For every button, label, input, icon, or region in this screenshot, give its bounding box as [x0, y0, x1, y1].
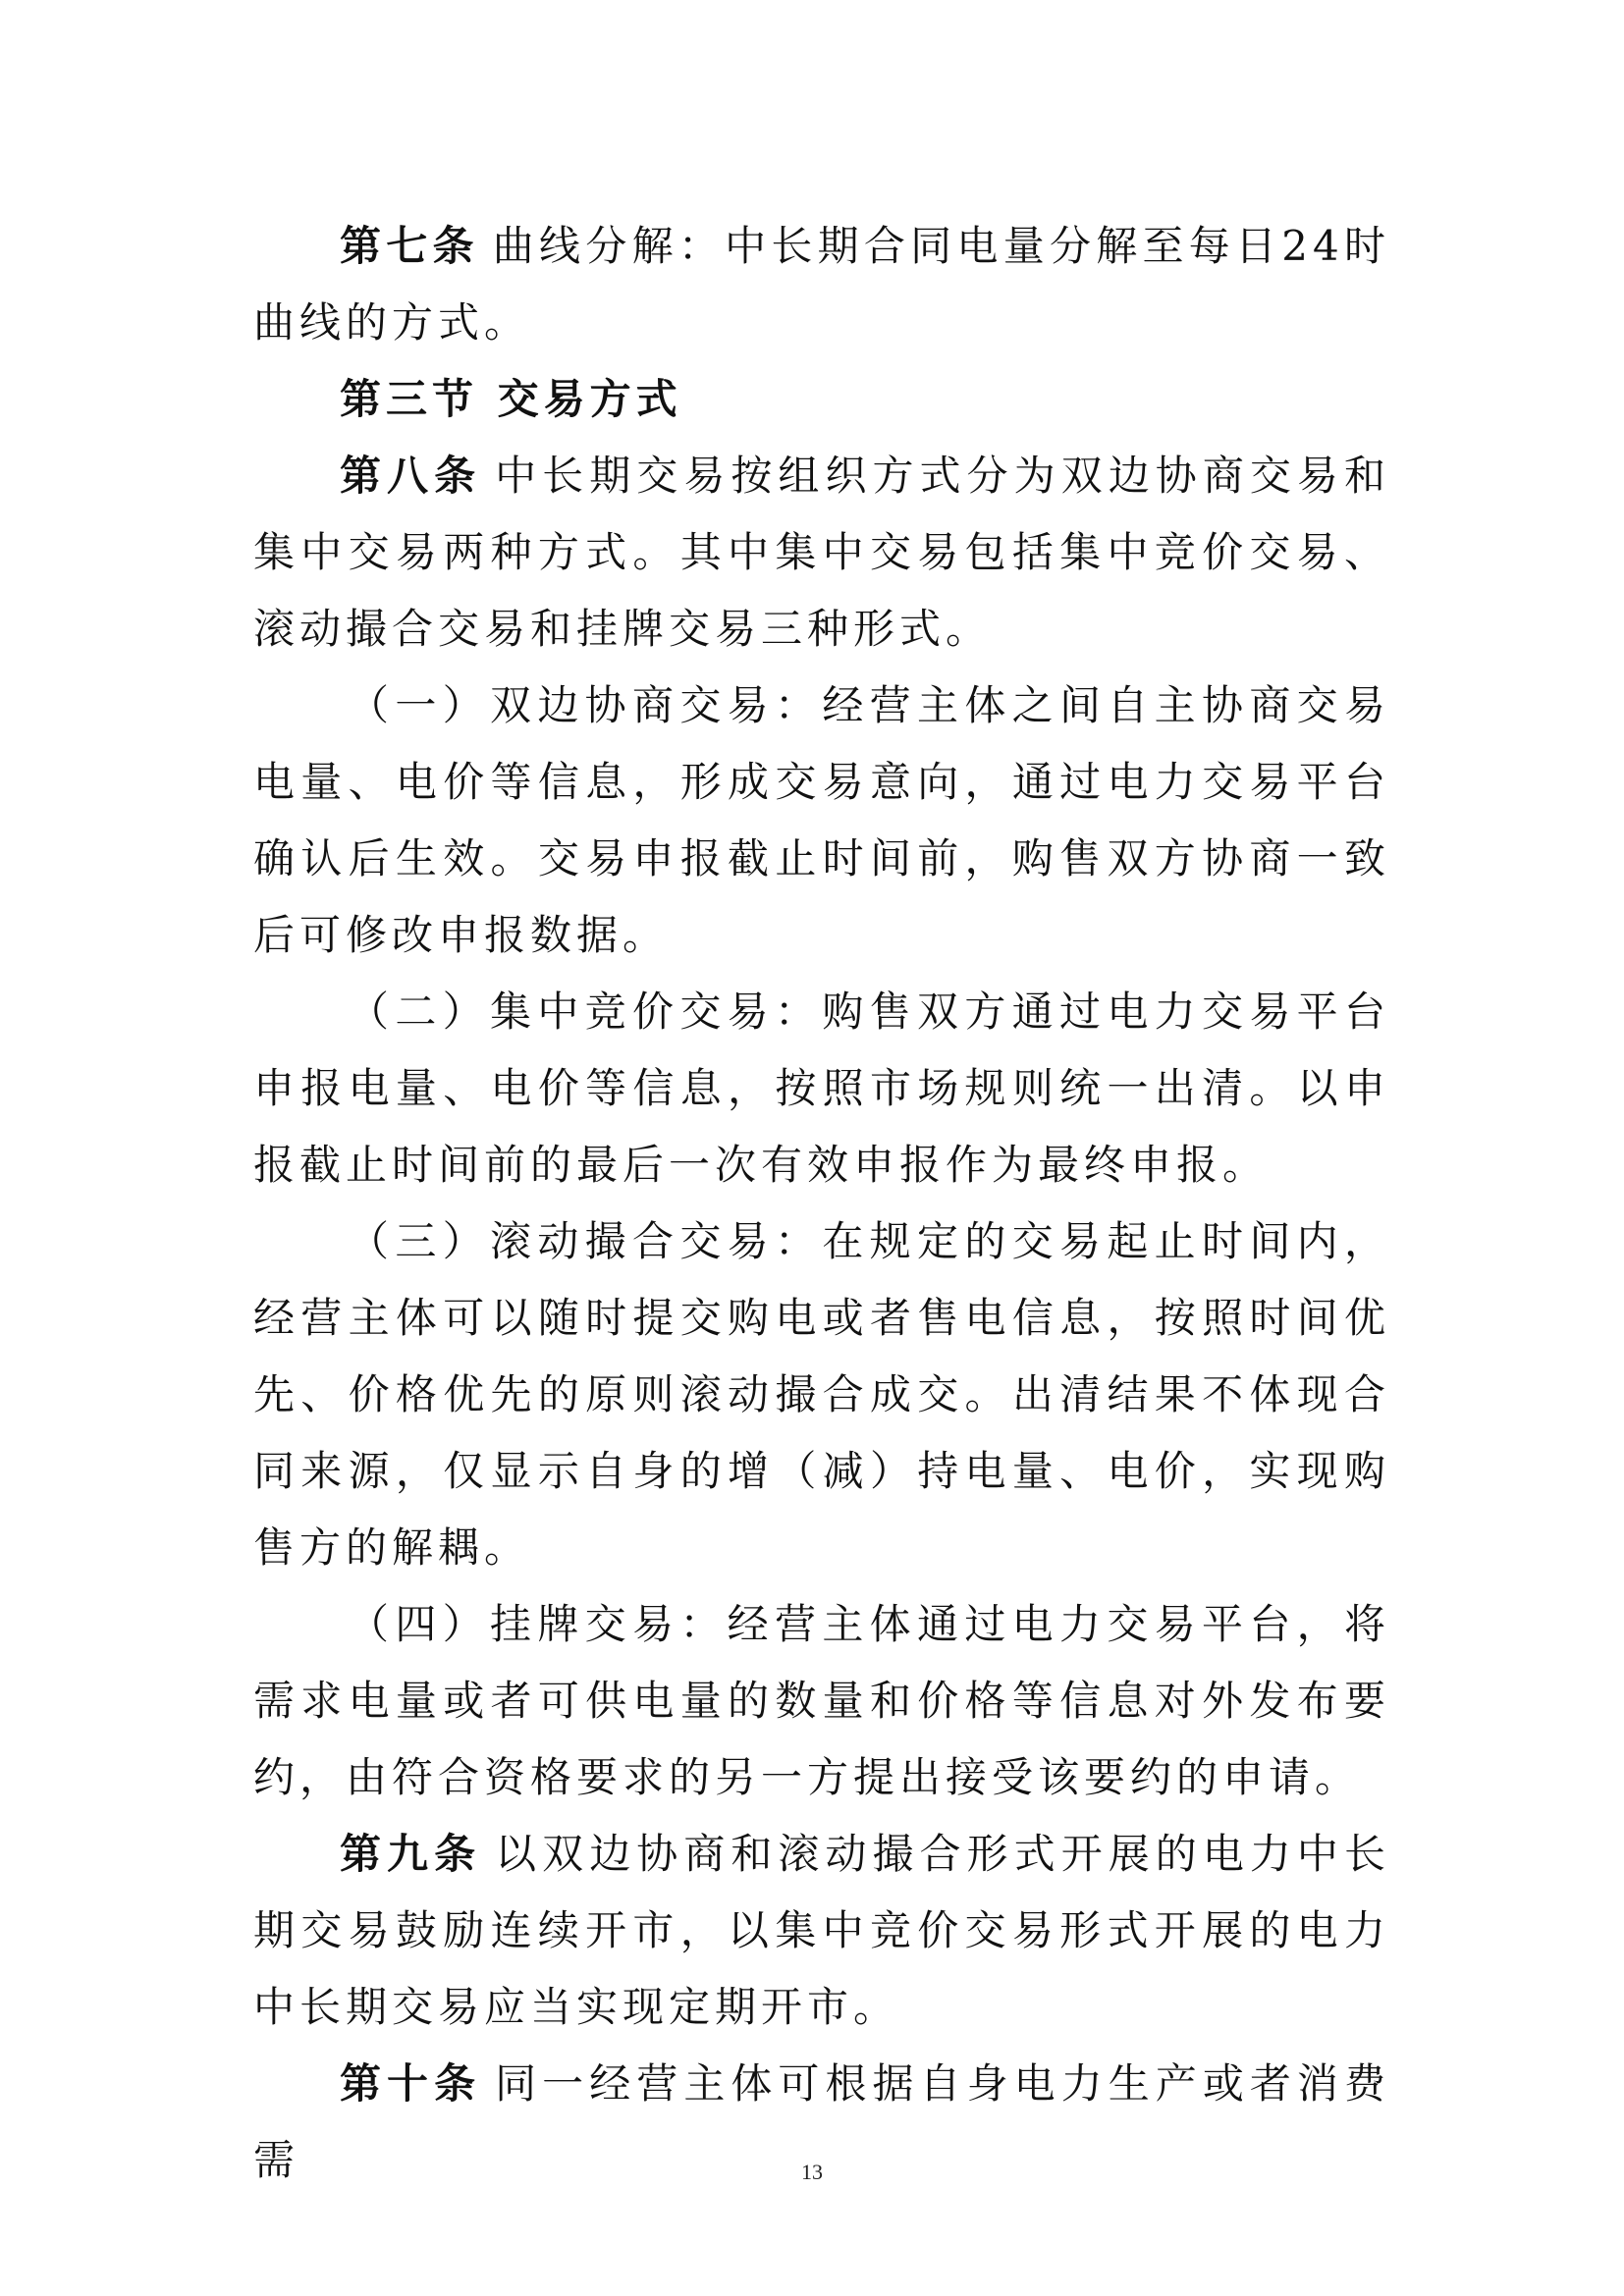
article-9-text: 以双边协商和滚动撮合形式开展的电力中长期交易鼓励连续开市，以集中竞价交易形式开展的电力中长期交易应当实现定期开市。	[253, 1830, 1390, 2031]
article-9	[253, 1816, 1390, 2046]
document-body	[253, 208, 1390, 2199]
item-rolling-matching: （三）滚动撮合交易：在规定的交易起止时间内，经营主体可以随时提交购电或者售电信息，按照时间优先、价格优先的原则滚动撮合成交。出清结果不体现合同来源，仅显示自身的增（减）持电量、电价，实现购售方的解耦。	[253, 1217, 1390, 1572]
item-bilateral-negotiation: （一）双边协商交易：经营主体之间自主协商交易电量、电价等信息，形成交易意向，通过电力交易平台确认后生效。交易申报截止时间前，购售双方协商一致后可修改申报数据。	[253, 681, 1390, 959]
article-8-lead: 第八条	[340, 452, 482, 500]
page-number: 13	[801, 2160, 823, 2184]
article-10-text: 同一经营主体可根据自身电力生产或者消费需	[253, 2059, 1390, 2184]
article-7-text: 曲线分解：中长期合同电量分解至每日24时曲线的方式。	[253, 222, 1390, 347]
article-8	[253, 438, 1390, 667]
article-7	[253, 208, 1390, 361]
article-8-text: 中长期交易按组织方式分为双边协商交易和集中交易两种方式。其中集中交易包括集中竞价交易、滚动撮合交易和挂牌交易三种形式。	[253, 452, 1390, 653]
article-10-lead: 第十条	[340, 2059, 482, 2108]
section-3-heading: 第三节 交易方式	[340, 375, 682, 423]
item-listing-trading: （四）挂牌交易：经营主体通过电力交易平台，将需求电量或者可供电量的数量和价格等信息对外发布要约，由符合资格要求的另一方提出接受该要约的申请。	[253, 1600, 1390, 1801]
item-centralized-bidding: （二）集中竞价交易：购售双方通过电力交易平台申报电量、电价等信息，按照市场规则统一出清。以申报截止时间前的最后一次有效申报作为最终申报。	[253, 988, 1390, 1189]
article-9-lead: 第九条	[340, 1830, 482, 1878]
article-7-lead: 第七条	[340, 222, 479, 270]
